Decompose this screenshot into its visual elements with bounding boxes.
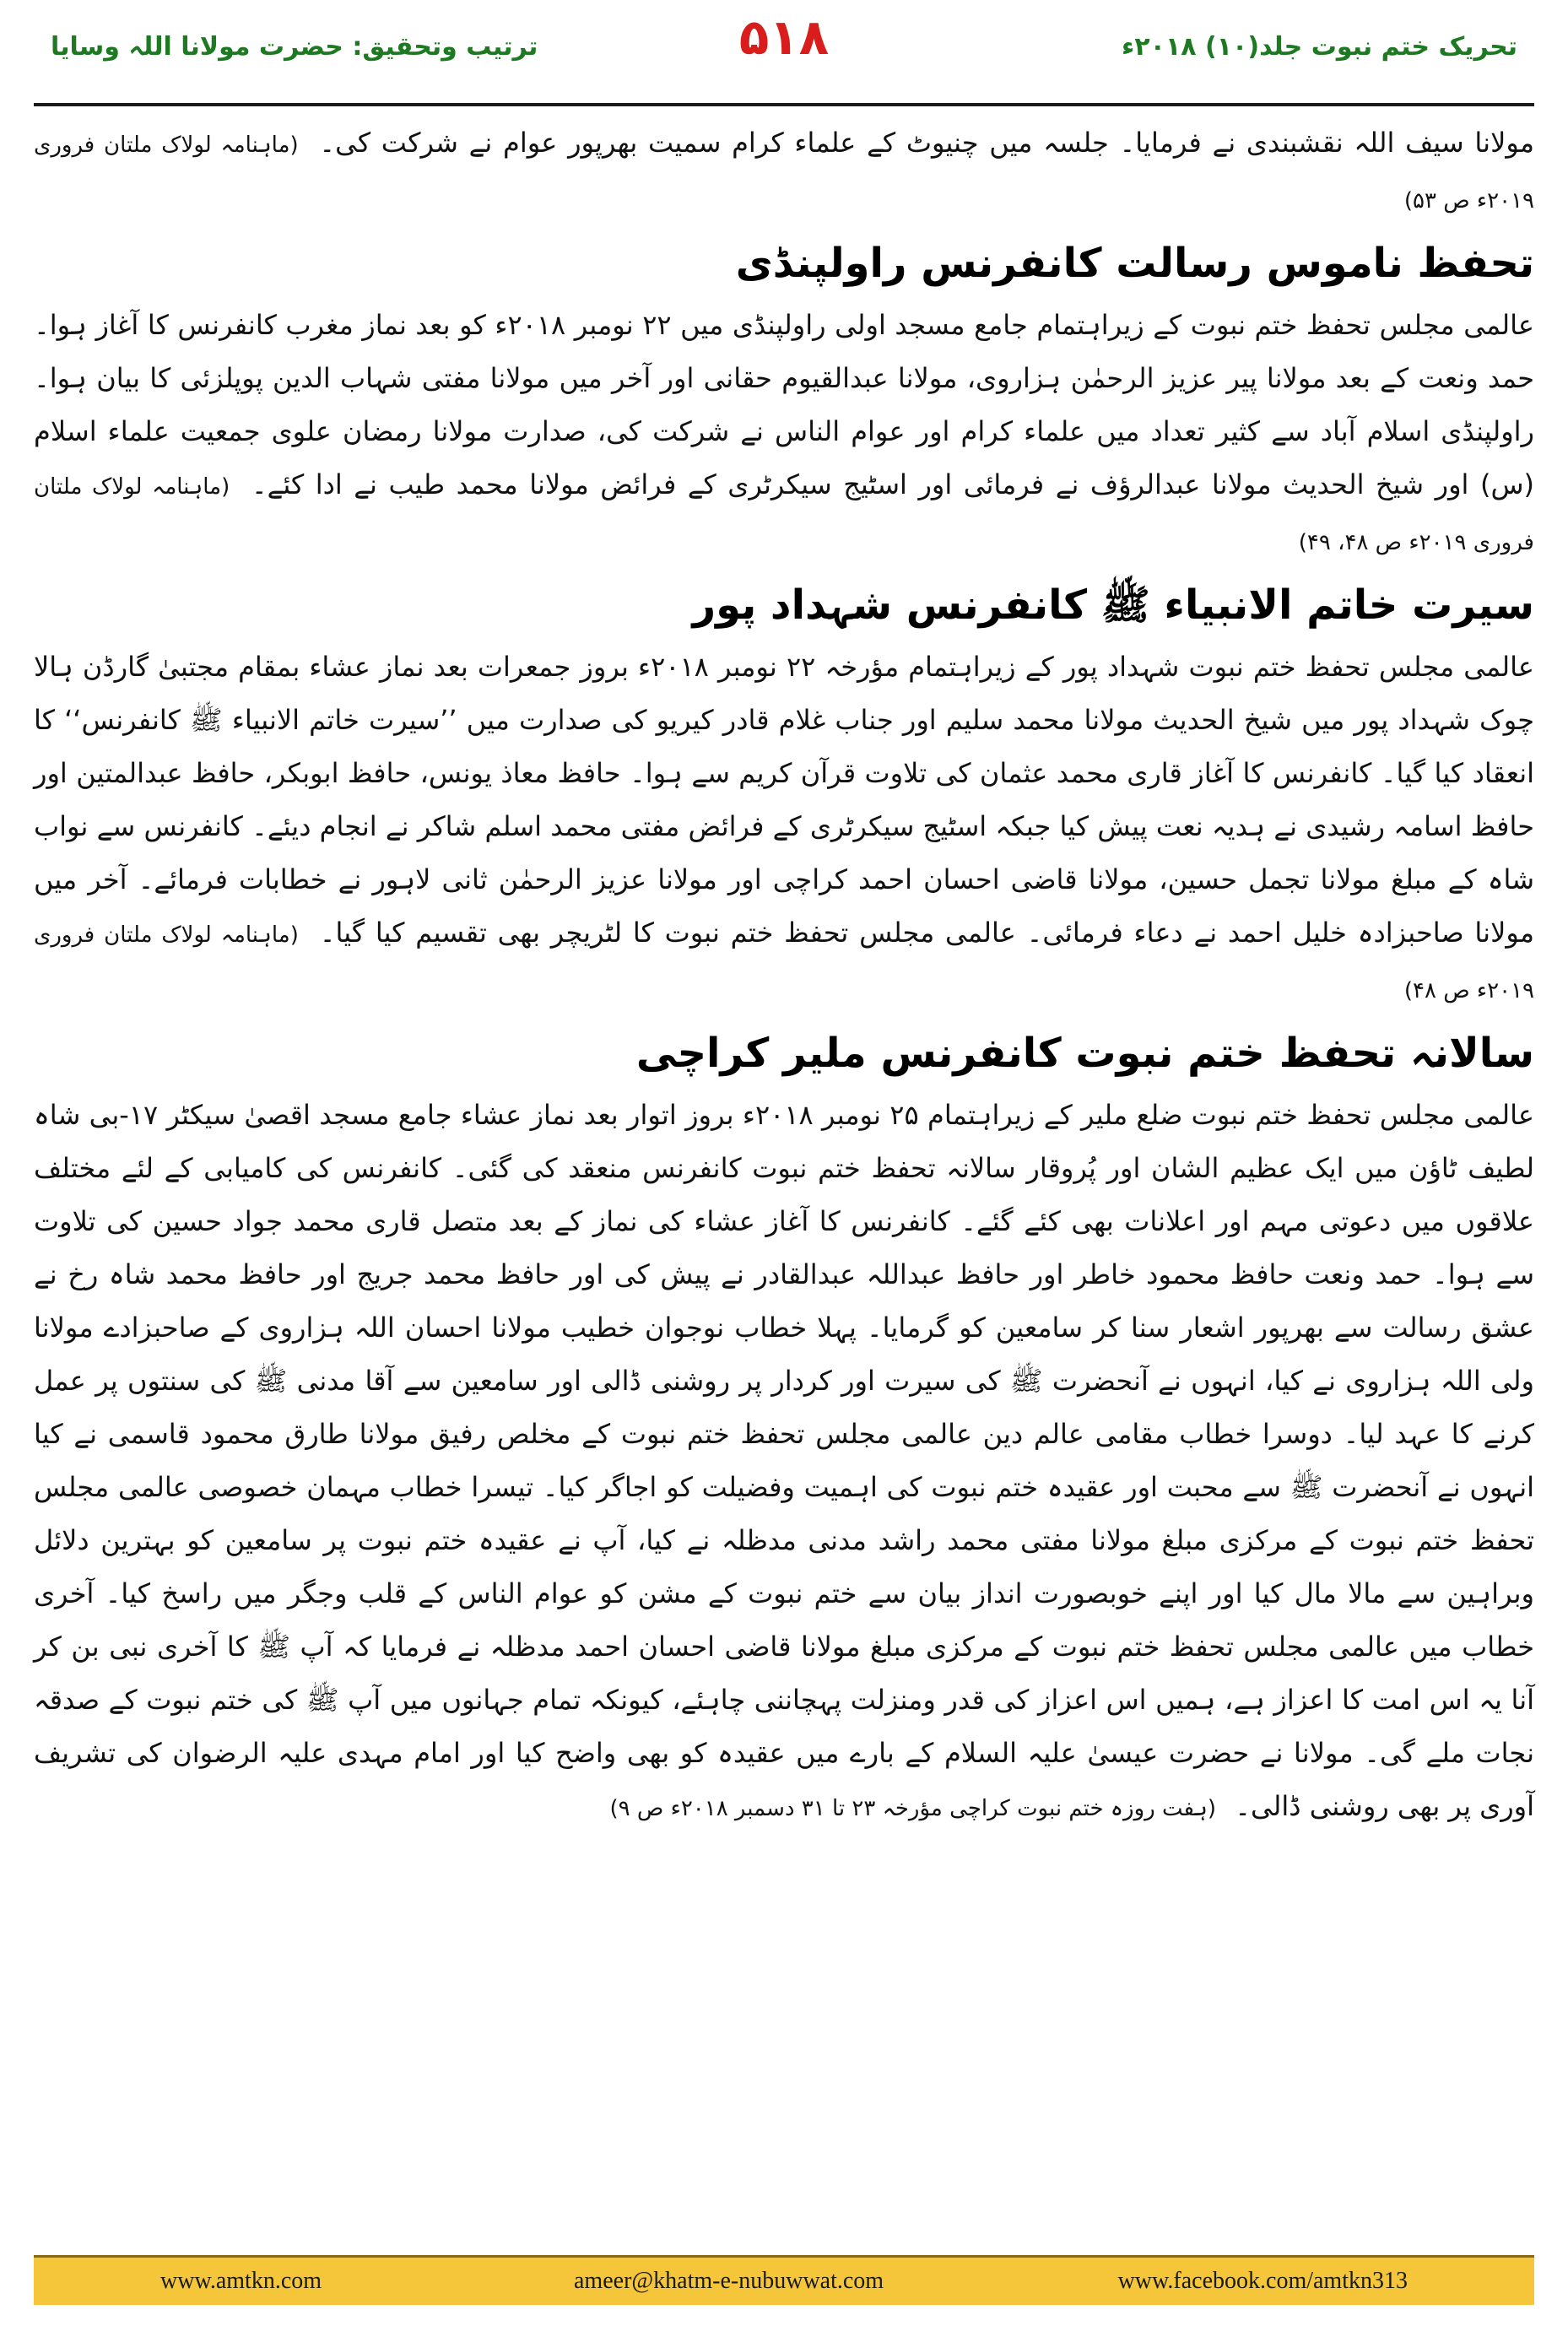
section-body-shahdadpur [34, 641, 1534, 1018]
email-link[interactable]: ameer@khatm-e-nubuwwat.com [574, 2268, 884, 2294]
book-title: تحریک ختم نبوت جلد(۱۰) ۲۰۱۸ء [1121, 32, 1517, 62]
intro-paragraph [34, 116, 1534, 228]
facebook-link[interactable]: www.facebook.com/amtkn313 [1117, 2268, 1408, 2294]
intro-text: مولانا سیف اللہ نقشبندی نے فرمایا۔ جلسہ میں چنیوٹ کے علماء کرام سمیت بھرپور عوام نے شرکت کی۔ [319, 127, 1535, 159]
section-heading-rawalpindi: تحفظ ناموس رسالت کانفرنس راولپنڈی [735, 240, 1534, 287]
page-footer [34, 2255, 1534, 2305]
page-number: ۵۱۸ [738, 8, 830, 66]
page-header [34, 0, 1534, 101]
page-body [34, 116, 1534, 1836]
reference: (ہفت روزہ ختم نبوت کراچی مؤرخہ ۲۳ تا ۳۱ دسمبر ۲۰۱۸ء ص ۹) [609, 1796, 1217, 1821]
body-text: عالمی مجلس تحفظ ختم نبوت شہداد پور کے زیراہتمام مؤرخہ ۲۲ نومبر ۲۰۱۸ء بروز جمعرات بعد نماز عشاء بمقام مجتبیٰ گارڈن ہالا چوک شہداد پور میں شیخ الحدیث مولانا محمد سلیم اور جناب غلام قادر کیریو کی صدارت میں ’’سیرت خاتم الانبیاء ﷺ کانفرنس‘‘ کا انعقاد کیا گیا۔ کانفرنس کا آغاز قاری محمد عثمان کی تلاوت قرآن کریم سے ہوا۔ حافظ معاذ یونس، حافظ ابوبکر، حافظ عبدالمتین اور حافظ اسامہ رشیدی نے ہدیہ نعت پیش کیا جبکہ اسٹیج سیکرٹری کے فرائض مفتی محمد اسلم شاکر نے انجام دیئے۔ کانفرنس سے نواب شاہ کے مبلغ مولانا تجمل حسین، مولانا قاضی احسان احمد کراچی اور مولانا عزیز الرحمٰن ثانی لاہور نے خطابات فرمائے۔ آخر میں مولانا صاحبزادہ خلیل احمد نے دعاء فرمائی۔ عالمی مجلس تحفظ ختم نبوت کا لٹریچر بھی تقسیم کیا گیا۔ [34, 651, 1535, 949]
body-text: عالمی مجلس تحفظ ختم نبوت ضلع ملیر کے زیراہتمام ۲۵ نومبر ۲۰۱۸ء بروز اتوار بعد نماز عشاء جامع مسجد اقصیٰ سیکٹر ۱۷-بی شاہ لطیف ٹاؤن میں ایک عظیم الشان اور پُروقار سالانہ تحفظ ختم نبوت کانفرنس منعقد کی گئی۔ کانفرنس کی کامیابی کے لئے مختلف علاقوں میں دعوتی مہم اور اعلانات بھی کئے گئے۔ کانفرنس کا آغاز عشاء کی نماز کے بعد متصل قاری محمد جواد حسین کی تلاوت سے ہوا۔ حمد ونعت حافظ محمود خاطر اور حافظ عبداللہ عبدالقادر نے پیش کی اور حافظ محمد جریج اور حافظ محمد شاہ رخ نے عشق رسالت سے بھرپور اشعار سنا کر سامعین کو گرمایا۔ پہلا خطاب نوجوان خطیب مولانا احسان اللہ ہزاروی کے صاحبزادے مولانا ولی اللہ ہزاروی نے کیا، انہوں نے آنحضرت ﷺ کی سیرت اور کردار پر روشنی ڈالی اور سامعین سے آقا مدنی ﷺ کی سنتوں پر عمل کرنے کا عہد لیا۔ دوسرا خطاب مقامی عالم دین عالمی مجلس تحفظ ختم نبوت کے مخلص رفیق مولانا طارق محمود قاسمی نے کیا انہوں نے آنحضرت ﷺ سے محبت اور عقیدہ ختم نبوت کی اہمیت وفضیلت کو اجاگر کیا۔ تیسرا خطاب مہمان خصوصی عالمی مجلس تحفظ ختم نبوت کے مرکزی مبلغ مولانا مفتی محمد راشد مدنی مدظلہ نے کیا، آپ نے عقیدہ ختم نبوت پر سامعین کو بہترین دلائل وبراہین سے مالا مال کیا اور اپنے خوبصورت انداز بیان سے ختم نبوت کے مشن کو عوام الناس کے قلب وجگر میں راسخ کیا۔ آخری خطاب میں عالمی مجلس تحفظ ختم نبوت کے مرکزی مبلغ مولانا قاضی احسان احمد مدظلہ نے فرمایا کہ آپ ﷺ کا آخری نبی بن کر آنا یہ اس امت کا اعزاز ہے، ہمیں اس اعزاز کی قدر ومنزلت پہچاننی چاہئے، کیونکہ تمام جہانوں میں آپ ﷺ کی ختم نبوت کے صدقہ نجات ملے گی۔ مولانا نے حضرت عیسیٰ علیہ السلام کے بارے میں عقیدہ کو بھی واضح کیا اور امام مہدی علیہ الرضوان کی تشریف آوری پر بھی روشنی ڈالی۔ [34, 1099, 1535, 1822]
section-heading-shahdadpur: سیرت خاتم الانبیاء ﷺ کانفرنس شہداد پور [692, 581, 1534, 629]
website-link[interactable]: www.amtkn.com [160, 2268, 322, 2294]
reference: (ماہنامہ لولاک ملتان فروری ۲۰۱۹ء ص ۴۸) [34, 922, 1534, 1003]
reference: (ماہنامہ لولاک ملتان فروری ۲۰۱۹ء ص ۴۸، ۴۹) [34, 474, 1534, 555]
section-body-rawalpindi [34, 299, 1534, 570]
compiler-credit: ترتیب وتحقیق: حضرت مولانا اللہ وسایا [51, 32, 538, 62]
section-heading-malir: سالانہ تحفظ ختم نبوت کانفرنس ملیر کراچی [635, 1030, 1534, 1077]
section-body-malir [34, 1089, 1534, 1836]
body-text: عالمی مجلس تحفظ ختم نبوت کے زیراہتمام جامع مسجد اولی راولپنڈی میں ۲۲ نومبر ۲۰۱۸ء کو بعد نماز مغرب کانفرنس کا آغاز ہوا۔ حمد ونعت کے بعد مولانا پیر عزیز الرحمٰن ہزاروی، مولانا عبدالقیوم حقانی اور آخر میں مولانا مفتی شہاب الدین پوپلزئی کا بیان ہوا۔ راولپنڈی اسلام آباد سے کثیر تعداد میں علماء کرام اور عوام الناس نے شرکت کی، صدارت مولانا رمضان علوی جمعیت علماء اسلام (س) اور شیخ الحدیث مولانا عبدالرؤف نے فرمائی اور اسٹیج سیکرٹری کے فرائض مولانا محمد طیب نے ادا کئے۔ [34, 309, 1535, 500]
header-rule [34, 103, 1534, 106]
intro-reference: (ماہنامہ لولاک ملتان فروری ۲۰۱۹ء ص ۵۳) [34, 133, 1534, 214]
